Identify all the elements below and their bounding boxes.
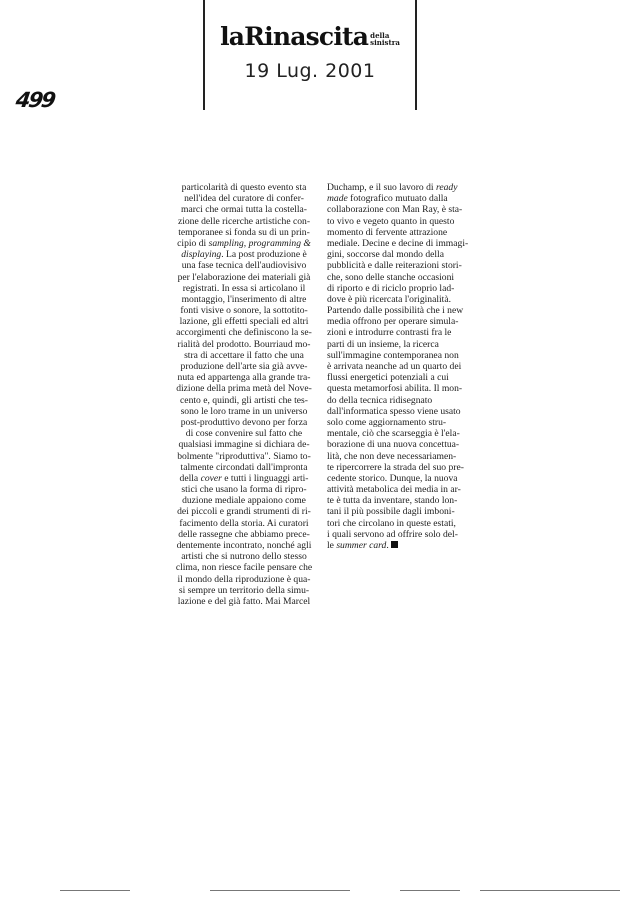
article-line: gini, soccorse dal mondo della [327,249,444,261]
article-line: do della tecnica ridisegnato [327,394,433,406]
article-line: di cose convenire sul fatto che [185,428,303,440]
article-line: lazione, gli effetti speciali ed altri [179,316,309,328]
article-line: rialità del prodotto. Bourriaud mo- [177,338,311,350]
article-line: temporanee si fonda su di un prin- [178,226,310,238]
article-line: Partendo dalle possibilità che i new [327,305,464,317]
article-line: cipio di sampling, programming & [177,237,311,249]
column-divider-right [415,0,417,110]
article-line: particolarità di questo evento sta [181,182,307,193]
handwritten-page-number: 499 [14,88,56,112]
article-line: della cover e tutti i linguaggi arti- [179,472,309,484]
article-column-1 [170,182,318,607]
article-line: displaying. La post produzione è [181,249,307,261]
scan-edge-line [480,890,620,891]
article-line: marci che ormai tutta la costella- [181,204,307,216]
article-line: sono le loro trame in un universo [180,405,308,417]
article-line: fonti visive o sonore, la sottotito- [180,305,308,317]
article-line: delle rassegne che abbiamo prece- [178,528,310,540]
article-line: te è tutta da inventare, stando lon- [327,495,458,507]
masthead-subtitle [370,32,400,46]
column-divider-left [203,0,205,110]
article-line: dizione della prima metà del Nove- [176,383,312,395]
article-line: nuta ed appartenga alla grande tra- [177,372,311,384]
article-line: to vivo e vegeto quanto in questo [327,215,455,227]
article-line: Duchamp, e il suo lavoro di ready [327,182,458,193]
masthead-subtitle-line1: della [370,31,390,40]
article-line: facimento della storia. Ai curatori [179,517,309,529]
article-line: lazione e del già fatto. Mai Marcel [177,595,311,607]
article-line: dentemente incontrato, nonché agli [176,540,312,551]
article-line: i quali servono ad offrire solo del- [327,528,458,540]
article-line: cento e, quindi, gli artisti che tes- [180,394,308,406]
article-line: le summer card. [327,540,473,551]
article-line: flussi energetici potenziali a cui [327,372,449,384]
article-line: solo come aggiornamento stru- [327,416,447,428]
article-line: te ripercorrere la strada del suo pre- [327,461,464,473]
article-line: nell'idea del curatore di confer- [184,193,304,205]
article-line: produzione dell'arte sia già avve- [180,361,308,372]
article-line: registrati. In essa si articolano il [182,282,306,294]
article-line: il mondo della riproduzione è qua- [177,573,311,585]
article-line: mentale, ciò che scarseggia è l'ela- [327,428,460,440]
newspaper-masthead [205,22,415,51]
article-line: duzione mediale appaiono come [182,495,306,507]
article-line: bolmente "riproduttiva". Siamo to- [177,450,311,462]
article-line: zione delle ricerche artistiche con- [177,215,311,227]
article-line: cedente storico. Dunque, la nuova [327,472,458,484]
article-line: tani il più possibile dagli imboni- [327,506,455,518]
article-line: collaborazione con Man Ray, è sta- [327,204,463,216]
article-line: sull'immagine contemporanea non [327,349,459,361]
article-line: che, sono delle stanche occasioni [327,271,455,283]
article-line: accorgimenti che definiscono la se- [176,327,312,339]
article-line: una fase tecnica dell'audiovisivo [181,260,307,272]
article-line: qualsiasi immagine si dichiara de- [178,439,310,451]
article-line: stra di accettare il fatto che una [184,349,304,361]
scan-edge-line [400,890,460,891]
article-line: talmente circondati dall'impronta [180,461,308,473]
masthead-subtitle-line2: sinistra [370,38,400,47]
article-line: post-produttivo devono per forza [180,416,308,428]
article-line: dei piccoli e grandi strumenti di ri- [177,506,311,518]
scan-edge-line [60,890,130,891]
article-line: zioni e introdurre contrasti fra le [327,327,452,339]
article-line: montaggio, l'inserimento di altre [181,293,307,305]
article-line: è arrivata neanche ad un quarto dei [327,361,462,372]
article-column-2 [327,182,473,551]
article-line: si sempre un territorio della simu- [178,584,310,596]
stamp-date: 19 Lug. 2001 [244,60,376,82]
article-line: dove è più ricercata l'originalità. [327,293,451,305]
article-line: di riporto e di riciclo proprio lad- [327,282,455,294]
article-line: clima, non riesce facile pensare che [175,562,313,574]
scan-edge-line [210,890,350,891]
article-line: per l'elaborazione dei materiali già [177,271,311,283]
article-line: made fotografico mutuato dalla [327,193,448,205]
article-line: artisti che si nutrono dello stesso [181,551,307,563]
article-line: dall'informatica spesso viene usato [327,405,461,417]
article-line: parti di un insieme, la ricerca [327,338,439,350]
article-line: borazione di una nuova concettua- [327,439,460,451]
article-line: mediale. Decine e decine di immagi- [327,237,469,249]
article-line: momento di fervente attrazione [327,226,448,238]
article-line: attività metabolica dei media in ar- [327,484,461,496]
article-line: media offrono per operare simula- [327,316,459,328]
article-line: stici che usano la forma di ripro- [181,484,307,496]
article-line: pubblicità e dalle reiterazioni stori- [327,260,462,272]
article-line: tori che circolano in queste estati, [327,517,456,529]
article-end-mark [391,541,398,548]
masthead-title: laRinascita [220,22,369,51]
article-line: lità, che non deve necessariamen- [327,450,457,462]
article-line: questa metamorfosi abilita. Il mon- [327,383,463,395]
